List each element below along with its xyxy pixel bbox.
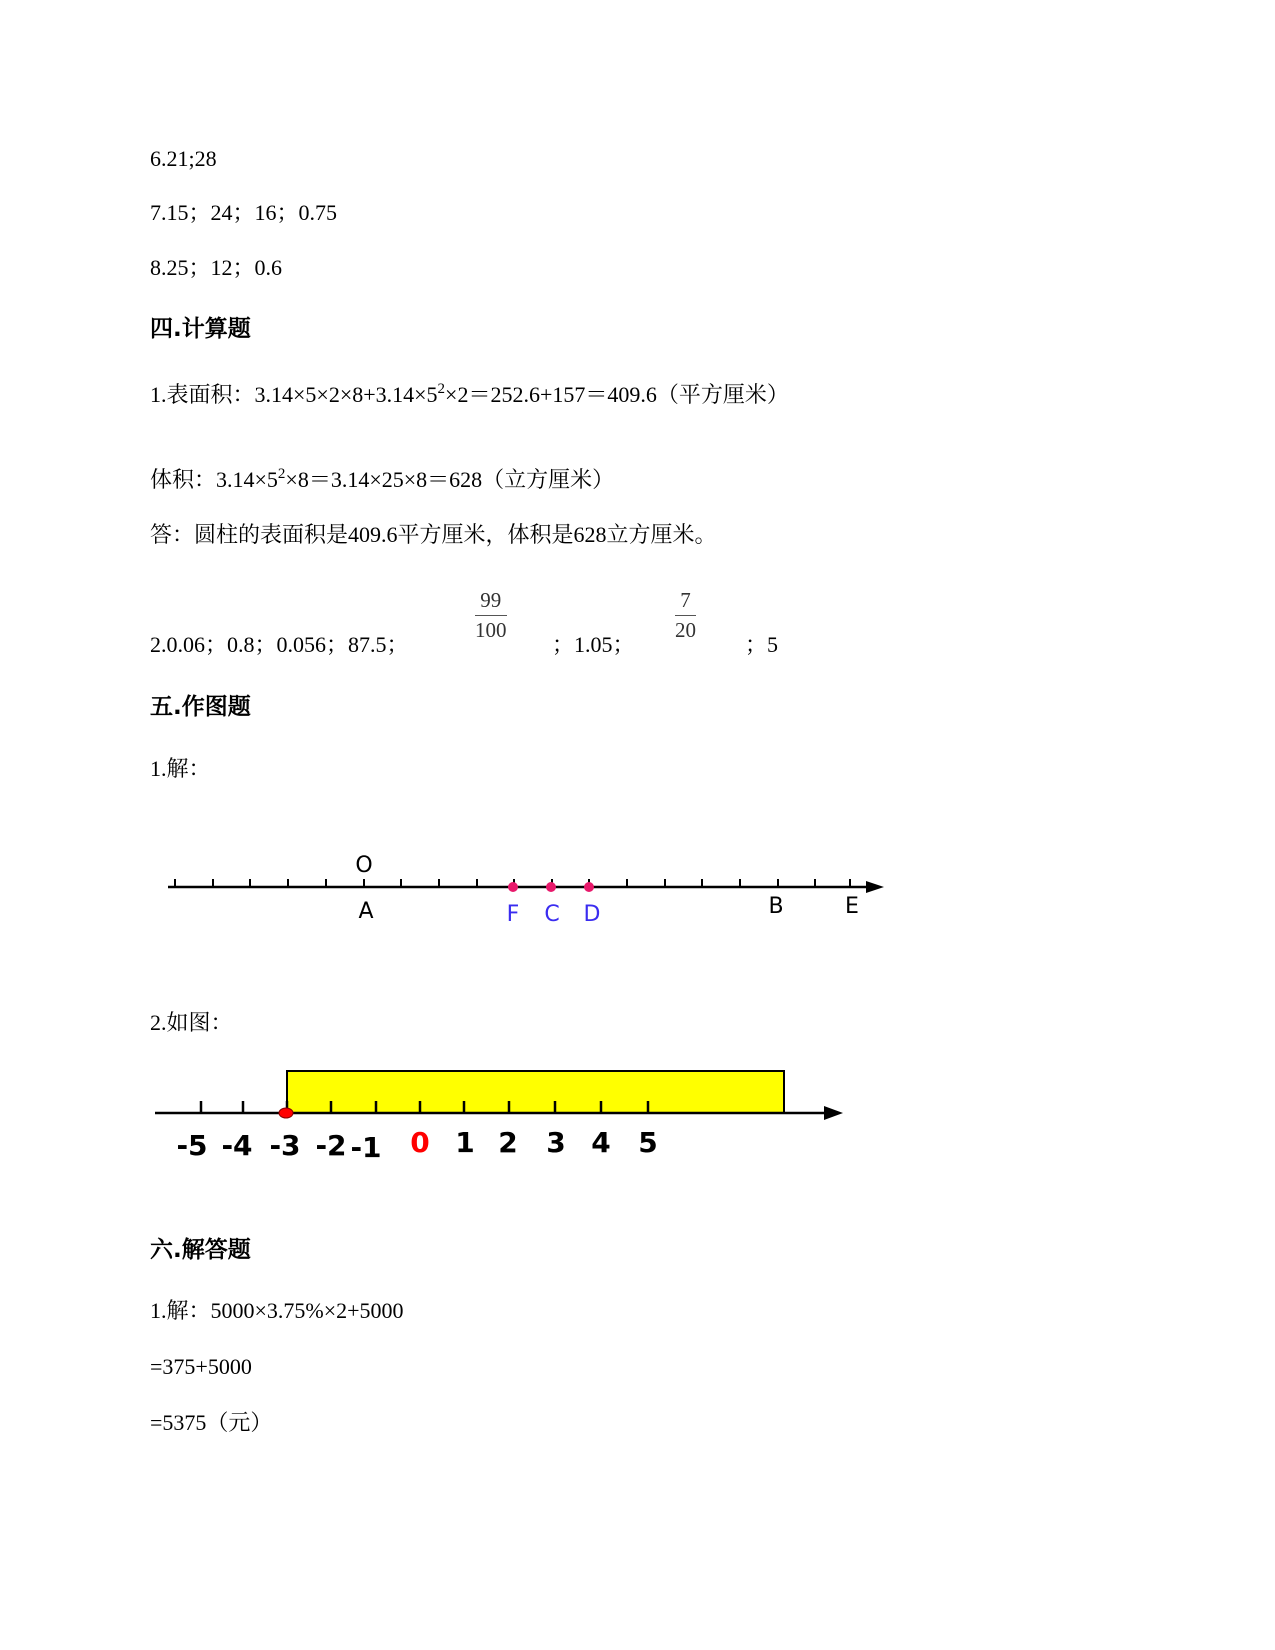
tick-label-4: 4 bbox=[591, 1126, 611, 1159]
label-C: C bbox=[544, 902, 560, 927]
figure-1-ticks bbox=[175, 879, 850, 887]
solution-1-line-2: =375+5000 bbox=[150, 1354, 252, 1379]
tick-label-neg4: -4 bbox=[221, 1129, 253, 1162]
tick-label-5: 5 bbox=[638, 1126, 658, 1159]
tick-label-neg3: -3 bbox=[269, 1129, 301, 1162]
fraction-2-numerator: 7 bbox=[675, 588, 696, 616]
tick-label-neg1: -1 bbox=[350, 1131, 382, 1164]
label-B: B bbox=[768, 894, 784, 919]
calc-2-part-c: ；5 bbox=[745, 632, 779, 657]
label-A: A bbox=[358, 899, 374, 924]
label-O: O bbox=[355, 853, 373, 878]
solution-1-line-3: =5375（元） bbox=[150, 1410, 273, 1435]
start-point-marker bbox=[279, 1108, 293, 1118]
volume-exponent: 2 bbox=[277, 466, 286, 482]
fraction-1-denominator: 100 bbox=[475, 618, 507, 642]
calc-1-part-a: 1.表面积：3.14×5×2×8+3.14×5 bbox=[150, 382, 438, 407]
tick-label-neg5: -5 bbox=[176, 1129, 208, 1162]
drawing-1-label: 1.解： bbox=[150, 756, 211, 781]
tick-label-1: 1 bbox=[455, 1126, 475, 1159]
section-heading-5: 五.作图题 bbox=[150, 694, 251, 720]
drawing-2-label: 2.如图： bbox=[150, 1010, 233, 1035]
point-C bbox=[546, 882, 556, 892]
label-E: E bbox=[845, 894, 859, 919]
figure-2-arrowhead bbox=[824, 1106, 843, 1120]
tick-label-0: 0 bbox=[410, 1126, 430, 1159]
point-F bbox=[508, 882, 518, 892]
label-F: F bbox=[506, 902, 520, 927]
figure-2-ticks bbox=[201, 1101, 648, 1113]
calc-2-part-b: ；1.05； bbox=[552, 632, 635, 657]
fraction-2-denominator: 20 bbox=[675, 618, 696, 642]
tick-label-neg2: -2 bbox=[315, 1129, 347, 1162]
fraction-99-100 bbox=[475, 588, 507, 643]
calc-1-surface-area bbox=[150, 382, 789, 408]
volume-part-a: 体积：3.14×5 bbox=[150, 467, 278, 492]
calc-1-exponent: 2 bbox=[437, 381, 446, 397]
calc-1-part-c: ×2＝252.6+157＝409.6（平方厘米） bbox=[445, 382, 789, 407]
tick-label-2: 2 bbox=[498, 1126, 518, 1159]
fraction-1-numerator: 99 bbox=[475, 588, 507, 616]
calc-2-part-a: 2.0.06；0.8；0.056；87.5； bbox=[150, 632, 409, 657]
volume-part-c: ×8＝3.14×25×8＝628（立方厘米） bbox=[285, 467, 615, 492]
point-D bbox=[584, 882, 594, 892]
answer-7: 7.15；24；16；0.75 bbox=[150, 200, 338, 225]
figure-1-arrowhead bbox=[866, 881, 884, 893]
label-D: D bbox=[583, 902, 601, 927]
calc-1-volume bbox=[150, 467, 614, 493]
calc-1-answer: 答：圆柱的表面积是409.6平方厘米，体积是628立方厘米。 bbox=[150, 522, 717, 547]
tick-label-3: 3 bbox=[546, 1126, 566, 1159]
fraction-7-20 bbox=[675, 588, 696, 643]
section-heading-6: 六.解答题 bbox=[150, 1237, 251, 1263]
answer-6: 6.21;28 bbox=[150, 146, 217, 171]
highlighted-region bbox=[287, 1071, 784, 1113]
section-heading-4: 四.计算题 bbox=[150, 316, 251, 342]
answer-8: 8.25；12；0.6 bbox=[150, 255, 283, 280]
solution-1-line-1: 1.解：5000×3.75%×2+5000 bbox=[150, 1298, 404, 1323]
